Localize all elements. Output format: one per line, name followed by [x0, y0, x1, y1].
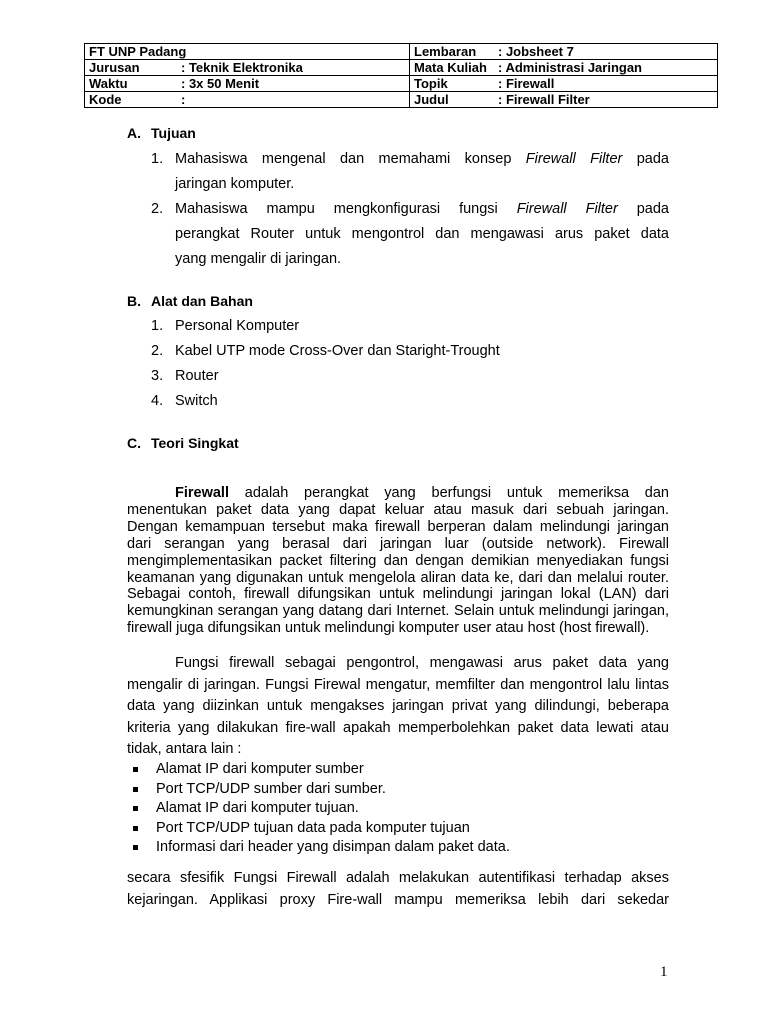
header-institution: FT UNP Padang [85, 44, 410, 60]
section-b-list [151, 314, 669, 414]
list-item: Alamat IP dari komputer sumber [132, 760, 510, 780]
paragraph-firewall-specific: secara sfesifik Fungsi Firewall adalah melakukan autentifikasi terhadap akses kejaringan. Applikasi proxy Fire-wall mampu memeriksa lebih dari sekedar [127, 870, 669, 908]
list-item: 4. Switch [151, 393, 218, 409]
header-kode: Kode : [85, 92, 410, 108]
bullet-icon [133, 787, 138, 792]
list-item: 3. Router [151, 368, 219, 384]
bullet-icon [133, 767, 138, 772]
bullet-icon [133, 806, 138, 811]
section-a-list [151, 147, 669, 272]
criteria-bullet-list [132, 760, 510, 858]
paragraph-firewall-intro: Firewall adalah perangkat yang berfungsi untuk memeriksa dan menentukan paket data yang dapat keluar atau masuk dari sebuah jaringan. Dengan kemampuan tersebut maka firewall berperan dalam melindungi jaringan dari serangan yang berasal dari jaringan luar (outside network). Firewall mengimplementasikan packet filtering dan dengan demikian menyediakan fungsi keamanan yang digunakan untuk mengelola aliran data ke, dari dan melalui router. Sebagai contoh, firewall difungsikan untuk melindungi jaringan lokal (LAN) dari kemungkinan serangan yang datang dari Internet. Selain untuk melindungi jaringan, firewall juga difungsikan untuk melindungi komputer user atau host (host firewall). [127, 485, 669, 637]
header-judul: Judul : Firewall Filter [410, 92, 718, 108]
page-number: 1 [660, 964, 668, 980]
header-waktu: Waktu : 3x 50 Menit [85, 76, 410, 92]
header-matakuliah: Mata Kuliah : Administrasi Jaringan [410, 60, 718, 76]
list-item: Alamat IP dari komputer tujuan. [132, 799, 510, 819]
list-item: Port TCP/UDP tujuan data pada komputer tujuan [132, 819, 510, 839]
list-item: Port TCP/UDP sumber dari sumber. [132, 780, 510, 800]
list-item: Informasi dari header yang disimpan dalam paket data. [132, 838, 510, 858]
list-item: 1. Mahasiswa mengenal dan memahami konsep Firewall Filter pada jaringan komputer. [151, 151, 669, 192]
header-lembaran: Lembaran : Jobsheet 7 [410, 44, 718, 60]
list-item: 2. Mahasiswa mampu mengkonfigurasi fungsi Firewall Filter pada perangkat Router untuk mengontrol dan mengawasi arus paket data yang mengalir di jaringan. [151, 201, 670, 267]
list-item: 1. Personal Komputer [151, 318, 300, 334]
bullet-icon [133, 845, 138, 850]
section-a-heading: A. Tujuan [127, 125, 196, 141]
header-topik: Topik : Firewall [410, 76, 718, 92]
list-item: 2. Kabel UTP mode Cross-Over dan Staright-Trought [151, 343, 500, 359]
paragraph-firewall-function: Fungsi firewall sebagai pengontrol, mengawasi arus paket data yang mengalir di jaringan. Fungsi Firewal mengatur, memfilter dan mengontrol lalu lintas data yang diizinkan untuk mengakses jaringan privat yang dilindungi, beberapa kriteria yang dilakukan fire-wall apakah memperbolehkan paket data lewati atau tidak, antara lain : [127, 655, 669, 757]
section-c-heading: C. Teori Singkat [127, 435, 239, 451]
section-b-heading: B. Alat dan Bahan [127, 293, 253, 309]
bullet-icon [133, 826, 138, 831]
header-table [84, 43, 718, 108]
header-jurusan: Jurusan : Teknik Elektronika [85, 60, 410, 76]
